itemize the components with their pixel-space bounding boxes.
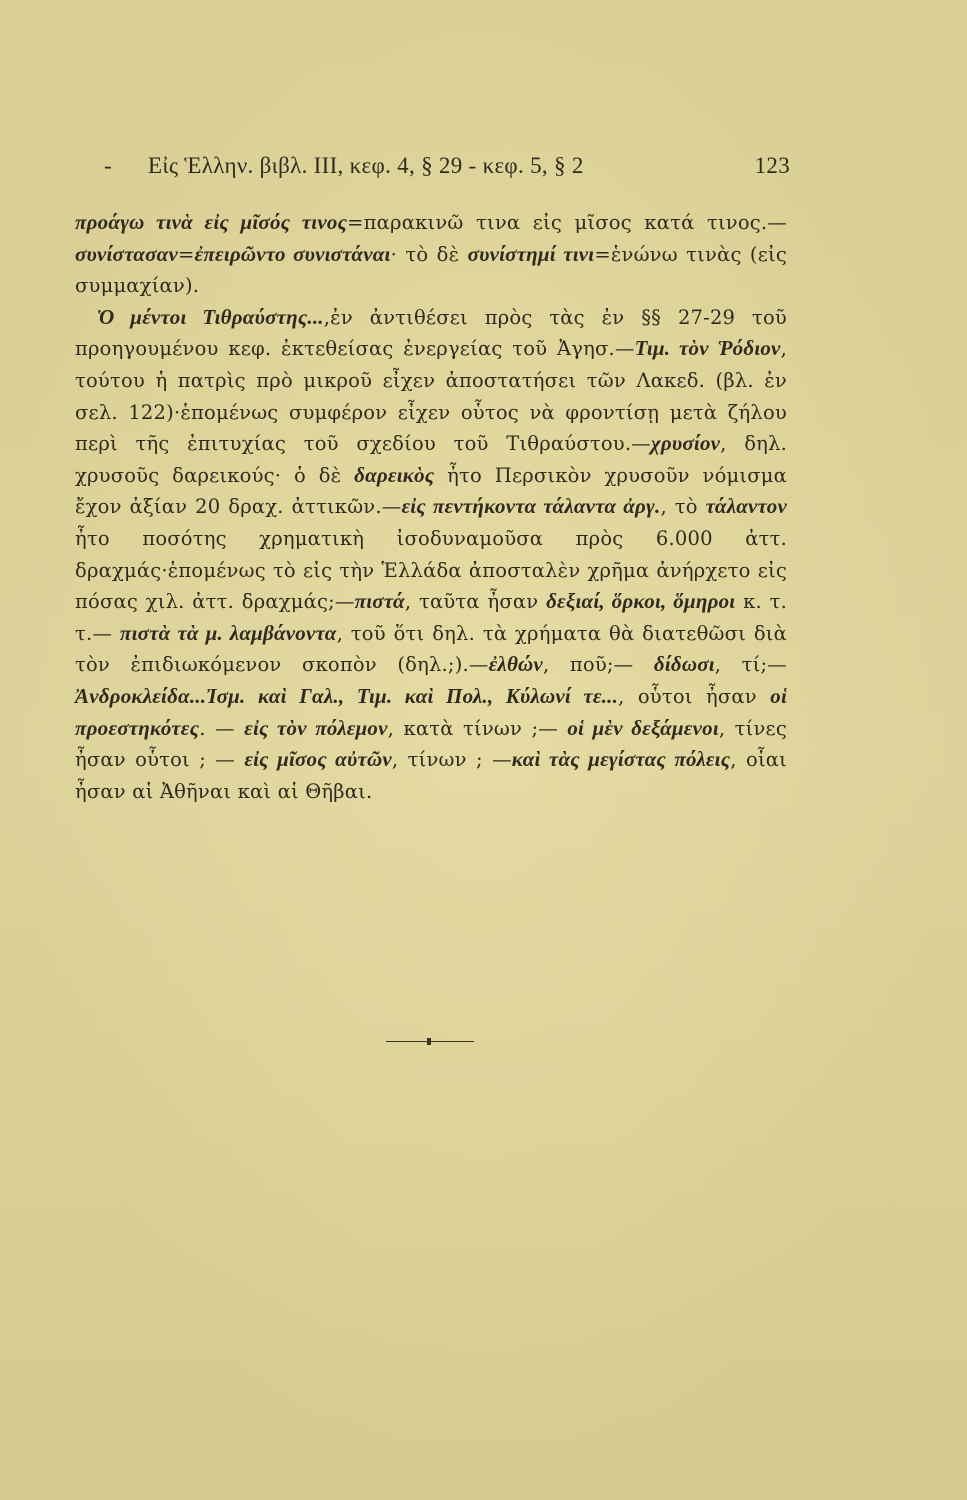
commentary-phrase: ἦτο Περσικὸν χρυσοῦν νόμισμα ἔχον ἀξίαν 20 δραχ. ἀττικῶν.— <box>75 463 787 519</box>
lemma-phrase: οἱ μὲν δεξάμενοι <box>567 715 719 740</box>
commentary-phrase: . — <box>199 716 245 740</box>
commentary-phrase: , δηλ. χρυσοῦς δαρεικούς· ὁ δὲ <box>75 432 788 487</box>
lemma-phrase: Ἀνδροκλείδα...Ἰσμ. καὶ Γαλ., Τιμ. καὶ Πολ., Κύλωνί τε... <box>75 683 619 708</box>
lemma-phrase: εἰς τὸν πόλεμον <box>244 715 388 740</box>
commentary-phrase: , τίνων ; — <box>391 748 512 772</box>
running-title: Εἰς Ἑλλην. βιβλ. ΙΙΙ, κεφ. 4, § 29 - κεφ. 5, § 2 <box>148 153 584 178</box>
lemma-phrase: τάλαντον <box>705 494 788 519</box>
commentary-phrase: · τὸ δὲ <box>390 242 468 266</box>
lemma-phrase: Ὁ μέντοι Τιθραύστης... <box>97 304 324 329</box>
commentary-text <box>75 207 787 807</box>
commentary-phrase: , τί;— <box>714 653 787 677</box>
running-header <box>100 151 790 191</box>
lemma-phrase: καὶ τὰς μεγίστας πόλεις <box>511 747 731 772</box>
header-dash: - <box>104 153 112 178</box>
commentary-phrase: , ποῦ;— <box>542 653 654 677</box>
lemma-phrase: ἐπειρῶντο συνιστάναι <box>194 241 391 266</box>
lemma-phrase: δεξιαί, ὅρκοι, ὅμηροι <box>546 589 736 614</box>
lemma-phrase: χρυσίον <box>650 431 721 456</box>
lemma-phrase: εἰς μῖσος αὐτῶν <box>244 747 392 772</box>
lemma-phrase: προάγω τινὰ εἰς μῖσός τινος <box>75 210 348 234</box>
commentary-phrase: , ταῦτα ἦσαν <box>404 590 547 614</box>
lemma-phrase: οἱ προεστηκότες <box>75 683 787 740</box>
lemma-phrase: πιστά <box>354 589 405 614</box>
commentary-phrase: κ. τ. τ.— <box>75 590 787 645</box>
commentary-phrase: ,ἐν ἀντιθέσει πρὸς τὰς ἐν §§ 27-29 τοῦ προηγουμένου κεφ. ἐκτεθείσας ἐνεργείας τοῦ Ἀγησ.— <box>75 305 787 361</box>
commentary-phrase: , τὸ <box>660 495 706 519</box>
lemma-phrase: πιστὰ τὰ μ. λαμβάνοντα <box>119 620 337 645</box>
commentary-phrase: , κατὰ τίνων ;— <box>387 716 568 740</box>
ornament-dot <box>427 1038 431 1045</box>
commentary-phrase: , τοῦ ὅτι δηλ. τὰ χρήματα θὰ διατεθῶσι διὰ τὸν ἐπιδιωκόμενον σκοπὸν (δηλ.;).— <box>75 621 787 677</box>
commentary-phrase: , τίνες ἦσαν οὗτοι ; — <box>75 716 787 772</box>
commentary-phrase: = <box>177 242 195 266</box>
lemma-phrase: συνίστασαν <box>75 241 178 266</box>
paragraph <box>75 302 787 808</box>
section-end-ornament <box>386 1038 474 1046</box>
commentary-phrase: , οὗτοι ἦσαν <box>618 684 771 708</box>
commentary-phrase: =ἑνώνω τινὰς (εἰς συμμαχίαν). <box>75 242 787 298</box>
commentary-phrase: =παρακινῶ τινα εἰς μῖσος κατά τινος.— <box>347 211 788 234</box>
lemma-phrase: Τιμ. τὸν Ῥόδιον <box>634 336 781 361</box>
page-number: 123 <box>754 153 790 178</box>
paragraph <box>75 207 787 302</box>
lemma-phrase: εἰς πεντήκοντα τάλαντα ἀργ. <box>401 494 661 519</box>
lemma-phrase: δαρεικὸς <box>354 462 435 487</box>
commentary-phrase: , τούτου ἡ πατρὶς πρὸ μικροῦ εἶχεν ἀποστατήσει τῶν Λακεδ. (βλ. ἐν σελ. 122)·ἑπομένως συμφέρον εἶχεν οὗτος νὰ φροντίσῃ μετὰ ζήλου περὶ τῆς ἐπιτυχίας τοῦ σχεδίου τοῦ Τιθραύστου.— <box>75 337 787 456</box>
lemma-phrase: συνίστημί τινι <box>467 241 595 266</box>
commentary-phrase: , οἷαι ἦσαν αἱ Ἀθῆναι καὶ αἱ Θῆβαι. <box>75 748 787 803</box>
lemma-phrase: δίδωσι <box>653 652 715 677</box>
commentary-phrase: ἦτο ποσότης χρηματικὴ ἰσοδυναμοῦσα πρὸς 6.000 ἀττ. δραχμάς·ἑπομένως τὸ εἰς τὴν Ἑλλάδα ἀποσταλὲν χρῆμα ἀνήρχετο εἰς πόσας χιλ. ἀττ. δραχμάς;— <box>75 526 787 614</box>
lemma-phrase: ἐλθών <box>488 652 543 677</box>
